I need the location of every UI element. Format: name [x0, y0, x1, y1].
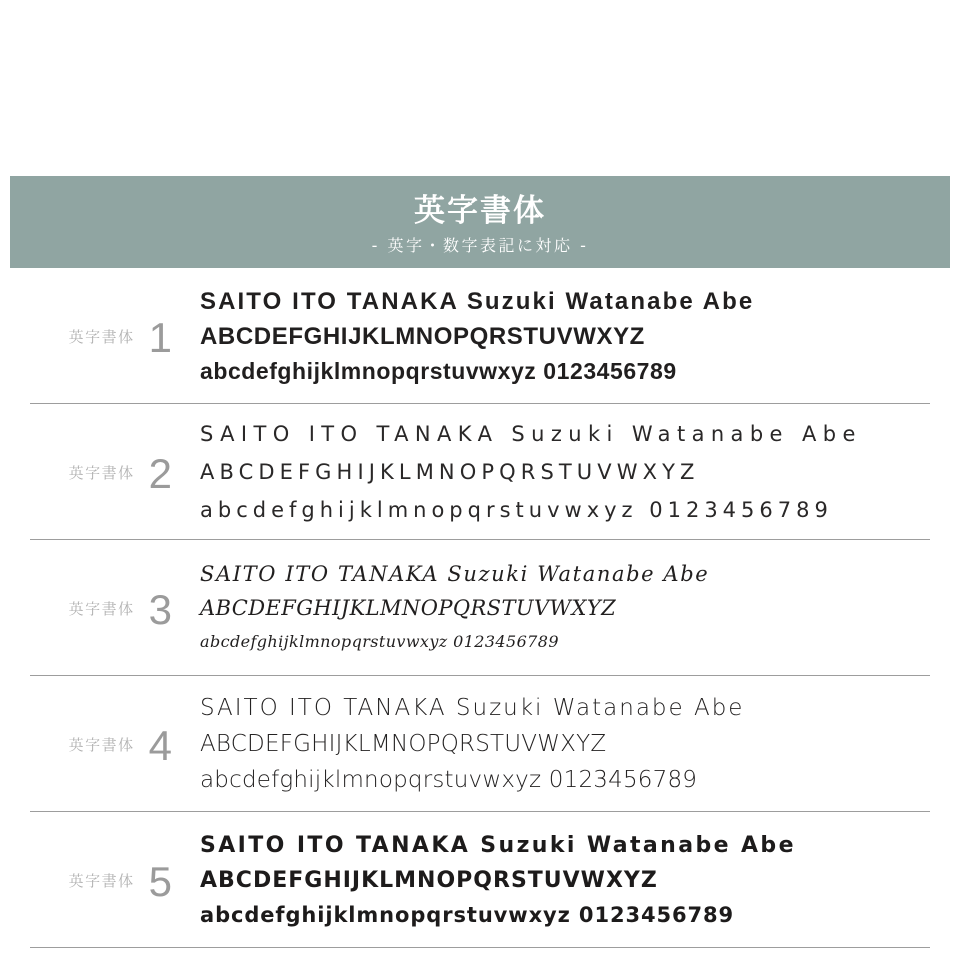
font-sample-names-1: SAITO ITO TANAKA Suzuki Watanabe Abe	[200, 287, 755, 315]
font-sample-lowercase-digits-4: abcdefghijklmnopqrstuvwxyz 0123456789	[200, 767, 698, 793]
font-sample-names-5: SAITO ITO TANAKA Suzuki Watanabe Abe	[200, 832, 796, 858]
font-sample-lowercase-digits-5: abcdefghijklmnopqrstuvwxyz 0123456789	[200, 902, 735, 927]
font-option-number-1: 1	[148, 314, 172, 361]
banner-subtitle: - 英字・数字表記に対応 -	[371, 235, 589, 255]
font-sample-preview-2	[200, 415, 960, 529]
font-sample-uppercase-5: ABCDEFGHIJKLMNOPQRSTUVWXYZ	[200, 867, 658, 893]
font-sample-names-4: SAITO ITO TANAKA Suzuki Watanabe Abe	[200, 695, 745, 721]
font-sample-names-2: SAITO ITO TANAKA Suzuki Watanabe Abe	[200, 422, 862, 446]
font-option-label-4	[0, 722, 200, 769]
font-sample-uppercase-4: ABCDEFGHIJKLMNOPQRSTUVWXYZ	[200, 731, 607, 757]
font-sample-lowercase-digits-3: abcdefghijklmnopqrstuvwxyz 0123456789	[200, 632, 559, 651]
font-option-number-3: 3	[148, 586, 172, 633]
font-option-label-text-5: 英字書体	[68, 871, 135, 890]
font-option-label-2	[0, 450, 200, 497]
font-sample-uppercase-2: ABCDEFGHIJKLMNOPQRSTUVWXYZ	[200, 460, 700, 484]
font-sample-preview-1	[200, 284, 960, 389]
font-option-label-5	[0, 858, 200, 905]
font-option-row-2[interactable]	[0, 404, 960, 540]
font-option-label-text-1: 英字書体	[68, 327, 135, 346]
font-option-label-text-3: 英字書体	[68, 599, 135, 618]
font-option-number-4: 4	[148, 722, 172, 769]
font-option-row-5[interactable]	[0, 812, 960, 948]
font-sample-lowercase-digits-2: abcdefghijklmnopqrstuvwxyz 0123456789	[200, 498, 833, 522]
font-sample-names-3: SAITO ITO TANAKA Suzuki Watanabe Abe	[200, 562, 710, 586]
font-option-number-5: 5	[148, 858, 172, 905]
font-option-label-text-2: 英字書体	[68, 463, 135, 482]
font-option-label-text-4: 英字書体	[68, 735, 135, 754]
font-sample-lowercase-digits-1: abcdefghijklmnopqrstuvwxyz 0123456789	[200, 357, 677, 384]
font-option-label-1	[0, 314, 200, 361]
banner-title: 英字書体	[414, 193, 546, 230]
font-sample-list	[0, 268, 960, 948]
font-sample-preview-3	[200, 557, 960, 659]
font-option-row-4[interactable]	[0, 676, 960, 812]
font-sample-uppercase-1: ABCDEFGHIJKLMNOPQRSTUVWXYZ	[200, 322, 645, 350]
font-sample-uppercase-3: ABCDEFGHIJKLMNOPQRSTUVWXYZ	[200, 596, 617, 620]
font-sample-preview-5	[200, 828, 960, 933]
section-banner	[10, 176, 950, 268]
font-option-row-1[interactable]	[0, 268, 960, 404]
font-option-row-3[interactable]	[0, 540, 960, 676]
font-option-label-3	[0, 586, 200, 633]
font-sample-preview-4	[200, 690, 960, 798]
font-option-number-2: 2	[148, 450, 172, 497]
